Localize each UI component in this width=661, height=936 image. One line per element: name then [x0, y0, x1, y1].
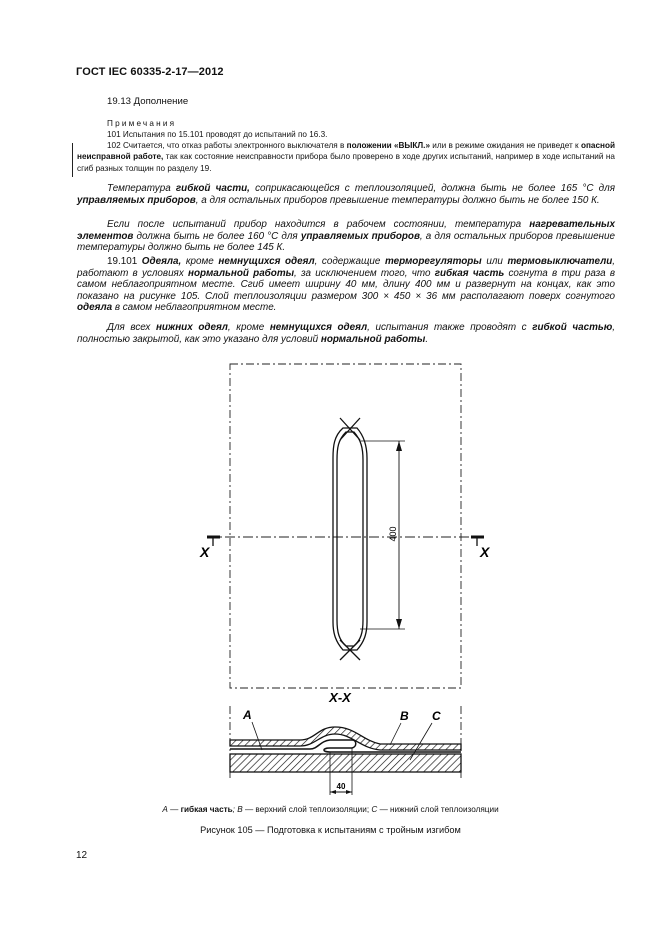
- paragraph-heating-elements: Если после испытаний прибор находится в рабочем состоянии, температура нагревательных элементов должна быть не более 160 °С для управляемых приборов, а для остальных приборов превышение температуры должно быть не более 145 К.: [77, 219, 615, 254]
- strip-end-cross-top: [340, 418, 360, 440]
- label-a: A: [243, 708, 252, 722]
- document-header: ГОСТ IEC 60335-2-17—2012: [76, 66, 224, 78]
- upper-insulation-layer: [230, 727, 461, 750]
- folded-strip-outline: [333, 428, 367, 650]
- note-102: 102 Считается, что отказ работы электронного выключателя в положении «ВЫКЛ.» или в режиме ожидания не приведет к опасной неисправной работе, так как состояние неисправности прибора было проверено в ходе других испытаний, например в ходе испытаний на сгиб разных толщин по разделу 19.: [77, 141, 615, 173]
- paragraph-lower-blankets: Для всех нижних одеял, кроме немнущихся одеял, испытания также проводят с гибкой частью, полностью закрытой, как это указано для условий нормальной работы.: [77, 322, 616, 345]
- dimension-400-label: 400: [388, 526, 398, 542]
- page-number: 12: [76, 850, 88, 861]
- note-101: 101 Испытания по 15.101 проводят до испытаний по 16.3.: [107, 130, 328, 139]
- label-b: B: [400, 709, 409, 723]
- dimension-40-label: 40: [336, 782, 346, 791]
- section-mark-left: X: [200, 544, 210, 560]
- section-mark-right: X: [480, 544, 490, 560]
- paragraph-19-101: 19.101 Одеяла, кроме немнущихся одеял, содержащие терморегуляторы или термовыключатели, работают в условиях нормальной работы, за исключением того, что гибкая часть согнута в три раза в самом неблагоприятном месте. Сгиб имеет ширину 40 мм, длину 400 мм и развернут на концах, как это показано на рисунке 105. Слой теплоизоляции размером 300 × 450 × 36 мм располагают поверх согнутого одеяла в самом неблагоприятном месте.: [77, 256, 615, 314]
- plan-view-border: [230, 364, 461, 688]
- section-heading: 19.13 Дополнение: [107, 96, 189, 107]
- paragraph-temperature: Температура гибкой части, соприкасающейся с теплоизоляцией, должна быть не более 165 °С для управляемых приборов, а для остальных приборов превышение температуры должно быть не более 150 К.: [77, 183, 615, 206]
- label-c: C: [432, 709, 441, 723]
- notes-title: Примечания: [107, 119, 177, 128]
- section-title: X-X: [329, 690, 351, 705]
- folded-strip-inner: [337, 432, 363, 646]
- figure-caption: Рисунок 105 — Подготовка к испытаниям с тройным изгибом: [200, 825, 461, 835]
- lower-insulation-layer: [230, 754, 461, 772]
- leader-b: [390, 723, 401, 745]
- figure-legend: A — гибкая часть; B — верхний слой теплоизоляции; C — нижний слой теплоизоляции: [162, 805, 499, 814]
